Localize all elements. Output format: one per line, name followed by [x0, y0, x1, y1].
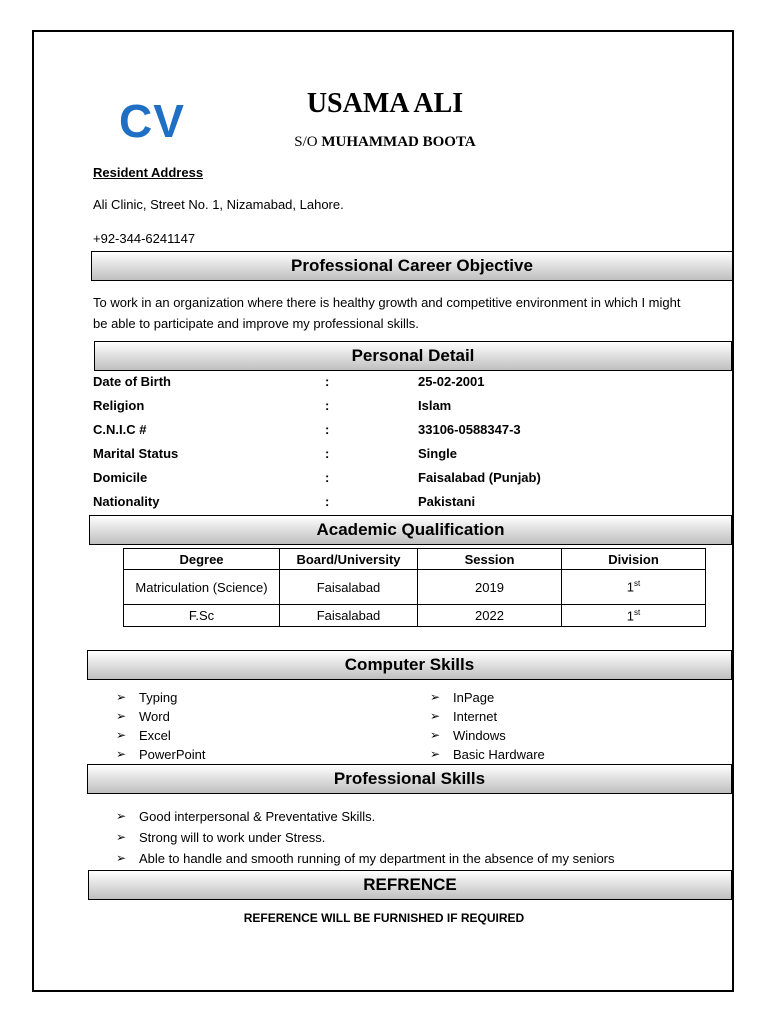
detail-separator: :	[325, 422, 330, 437]
detail-label: Nationality	[93, 494, 160, 509]
detail-label: Date of Birth	[93, 374, 171, 389]
division-value: 1	[626, 579, 634, 595]
skill-item: PowerPoint	[139, 747, 206, 762]
detail-separator: :	[325, 446, 330, 461]
column-header: Division	[562, 549, 706, 570]
arrow-bullet-icon: ➢	[430, 728, 441, 742]
address-line: Ali Clinic, Street No. 1, Nizamabad, Lahore.	[93, 197, 344, 212]
personal-heading: Personal Detail	[94, 341, 732, 371]
detail-separator: :	[325, 494, 330, 509]
table-row	[124, 570, 706, 605]
objective-heading: Professional Career Objective	[91, 251, 733, 281]
detail-label: C.N.I.C #	[93, 422, 147, 437]
detail-label: Marital Status	[93, 446, 179, 461]
professional-skills-heading: Professional Skills	[87, 764, 732, 794]
phone-number: +92-344-6241147	[93, 231, 196, 246]
arrow-bullet-icon: ➢	[116, 747, 127, 761]
column-header: Board/University	[280, 549, 418, 570]
table-cell: Faisalabad	[280, 605, 418, 627]
detail-value: Faisalabad (Punjab)	[418, 470, 541, 485]
father-prefix: S/O	[294, 134, 318, 150]
skill-item: Excel	[139, 728, 171, 743]
address-heading: Resident Address	[93, 165, 204, 180]
division-suffix: st	[634, 607, 641, 617]
table-cell: F.Sc	[124, 605, 280, 627]
detail-separator: :	[325, 470, 330, 485]
computer-skills-heading: Computer Skills	[87, 650, 732, 680]
skill-item: InPage	[453, 690, 495, 705]
skill-item: Able to handle and smooth running of my department in the absence of my seniors	[139, 851, 615, 866]
skill-item: Word	[139, 709, 170, 724]
arrow-bullet-icon: ➢	[430, 709, 441, 723]
table-cell	[562, 605, 706, 627]
arrow-bullet-icon: ➢	[116, 728, 127, 742]
table-header-row	[124, 549, 706, 570]
skill-item: Basic Hardware	[453, 747, 545, 762]
cv-logo: CV	[119, 95, 185, 147]
table-row	[124, 605, 706, 627]
skill-item: Windows	[453, 728, 506, 743]
detail-value: 33106-0588347-3	[418, 422, 521, 437]
division-suffix: st	[634, 579, 641, 589]
detail-value: Single	[418, 446, 458, 461]
father-line	[270, 134, 500, 151]
detail-value: Islam	[418, 398, 452, 413]
arrow-bullet-icon: ➢	[430, 747, 441, 761]
skill-item: Internet	[453, 709, 498, 724]
reference-heading: REFRENCE	[88, 870, 732, 900]
detail-value: 25-02-2001	[418, 374, 485, 389]
skill-item: Typing	[139, 690, 178, 705]
objective-text: To work in an organization where there is healthy growth and competitive environment in which I might be able to participate and improve my professional skills.	[93, 295, 681, 331]
table-cell: 2019	[418, 570, 562, 605]
arrow-bullet-icon: ➢	[116, 709, 127, 723]
father-name: MUHAMMAD BOOTA	[321, 134, 476, 150]
detail-label: Religion	[93, 398, 145, 413]
detail-value: Pakistani	[418, 494, 476, 509]
candidate-name: USAMA ALI	[306, 88, 464, 119]
skill-item: Good interpersonal & Preventative Skills.	[139, 809, 376, 824]
arrow-bullet-icon: ➢	[116, 809, 127, 823]
column-header: Session	[418, 549, 562, 570]
table-cell: 2022	[418, 605, 562, 627]
arrow-bullet-icon: ➢	[116, 830, 127, 844]
detail-label: Domicile	[93, 470, 148, 485]
arrow-bullet-icon: ➢	[116, 690, 127, 704]
skill-item: Strong will to work under Stress.	[139, 830, 326, 845]
academic-table	[123, 548, 706, 627]
table-cell: Faisalabad	[280, 570, 418, 605]
reference-text: REFERENCE WILL BE FURNISHED IF REQUIRED	[243, 911, 525, 925]
detail-separator: :	[325, 398, 330, 413]
column-header: Degree	[124, 549, 280, 570]
arrow-bullet-icon: ➢	[430, 690, 441, 704]
table-cell	[562, 570, 706, 605]
detail-separator: :	[325, 374, 330, 389]
division-value: 1	[626, 608, 634, 624]
table-cell: Matriculation (Science)	[124, 570, 280, 605]
academic-heading: Academic Qualification	[89, 515, 732, 545]
arrow-bullet-icon: ➢	[116, 851, 127, 865]
